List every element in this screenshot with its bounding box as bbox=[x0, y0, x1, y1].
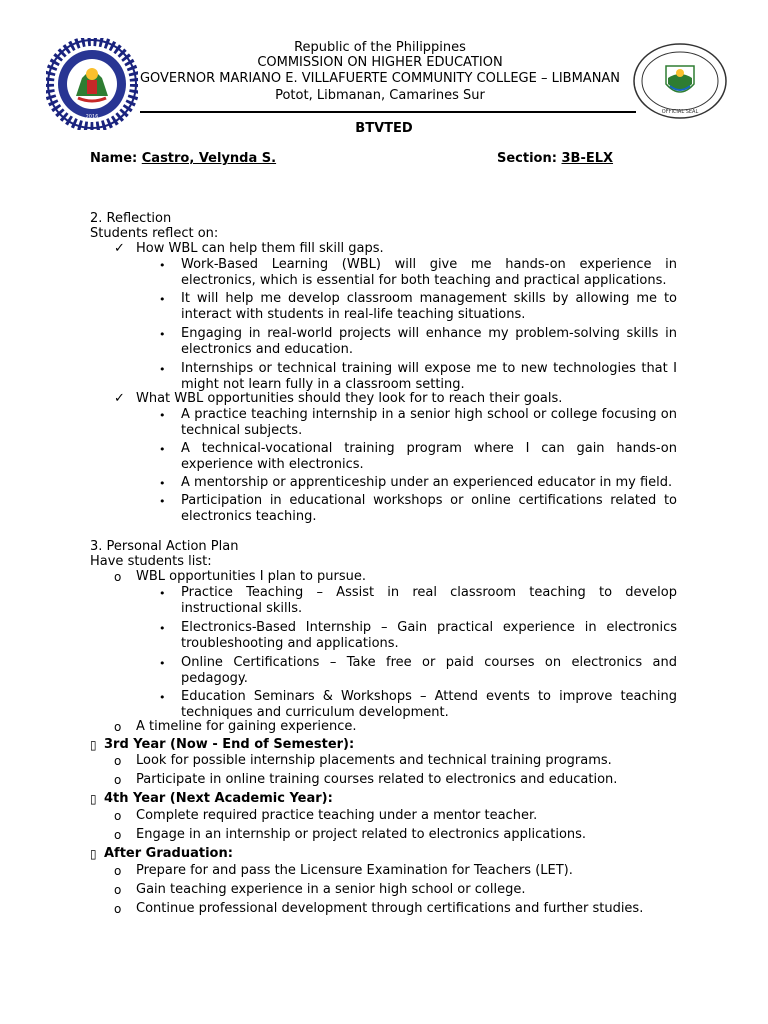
name-value: Castro, Velynda S. bbox=[141, 151, 277, 166]
phase-1-title: 3rd Year (Now - End of Semester): bbox=[104, 737, 355, 752]
bullet-icon: • bbox=[159, 622, 166, 635]
list-item: Prepare for and pass the Licensure Examination for Teachers (LET). bbox=[136, 863, 573, 878]
bullet-icon: • bbox=[159, 259, 166, 272]
check-icon: ✓ bbox=[114, 241, 125, 256]
list-item: Engaging in real-world projects will enhance my problem-solving skills in electronics and education. bbox=[181, 326, 677, 357]
phase-2-title: 4th Year (Next Academic Year): bbox=[104, 791, 333, 806]
list-item: A practice teaching internship in a senior high school or college focusing on technical subjects. bbox=[181, 407, 677, 438]
list-item: It will help me develop classroom management skills by allowing me to interact with students in real-life teaching situations. bbox=[181, 291, 677, 322]
name-label: Name: bbox=[90, 151, 138, 166]
list-item: Electronics-Based Internship – Gain practical experience in electronics troubleshooting and applications. bbox=[181, 620, 677, 651]
box-icon: ▯ bbox=[90, 792, 97, 806]
plan-option-2: A timeline for gaining experience. bbox=[136, 719, 357, 734]
plan-intro: Have students list: bbox=[90, 554, 212, 569]
reflection-intro: Students reflect on: bbox=[90, 226, 219, 241]
list-item: Practice Teaching – Assist in real classroom teaching to develop instructional skills. bbox=[181, 585, 677, 616]
page-title: BTVTED bbox=[355, 121, 413, 136]
list-item: Gain teaching experience in a senior high school or college. bbox=[136, 882, 526, 897]
box-icon: ▯ bbox=[90, 847, 97, 861]
plan-heading: 3. Personal Action Plan bbox=[90, 539, 239, 554]
header-divider bbox=[140, 111, 636, 113]
bullet-icon: • bbox=[159, 587, 166, 600]
list-item: A mentorship or apprenticeship under an experienced educator in my field. bbox=[181, 475, 673, 490]
box-icon: ▯ bbox=[90, 738, 97, 752]
header-address: Potot, Libmanan, Camarines Sur bbox=[275, 88, 485, 103]
circle-bullet-icon: o bbox=[114, 720, 122, 734]
circle-bullet-icon: o bbox=[114, 828, 122, 842]
list-item: Internships or technical training will expose me to new technologies that I might not learn fully in a classroom setting. bbox=[181, 361, 677, 392]
list-item: Online Certifications – Take free or paid courses on electronics and pedagogy. bbox=[181, 655, 677, 686]
bullet-icon: • bbox=[159, 328, 166, 341]
bullet-icon: • bbox=[159, 495, 166, 508]
list-item: Education Seminars & Workshops – Attend events to improve teaching techniques and curriculum development. bbox=[181, 689, 677, 720]
svg-text:2016: 2016 bbox=[85, 114, 99, 120]
circle-bullet-icon: o bbox=[114, 864, 122, 878]
circle-bullet-icon: o bbox=[114, 902, 122, 916]
bullet-icon: • bbox=[159, 443, 166, 456]
list-item: A technical-vocational training program where I can gain hands-on experience with electronics. bbox=[181, 441, 677, 472]
plan-option-1: WBL opportunities I plan to pursue. bbox=[136, 569, 367, 584]
list-item: Look for possible internship placements and technical training programs. bbox=[136, 753, 612, 768]
section-value: 3B-ELX bbox=[561, 151, 614, 166]
list-item: Participate in online training courses related to electronics and education. bbox=[136, 772, 618, 787]
header-republic: Republic of the Philippines bbox=[294, 40, 466, 55]
section-label: Section: bbox=[497, 151, 557, 166]
student-section bbox=[497, 151, 613, 167]
list-item: Work-Based Learning (WBL) will give me hands-on experience in electronics, which is essential for both teaching and practical applications. bbox=[181, 257, 677, 288]
list-item: Complete required practice teaching under a mentor teacher. bbox=[136, 808, 538, 823]
student-name bbox=[90, 151, 276, 167]
header-college: GOVERNOR MARIANO E. VILLAFUERTE COMMUNITY COLLEGE – LIBMANAN bbox=[139, 71, 621, 86]
circle-bullet-icon: o bbox=[114, 570, 122, 584]
circle-bullet-icon: o bbox=[114, 883, 122, 897]
reflection-question-1: How WBL can help them fill skill gaps. bbox=[136, 241, 384, 256]
circle-bullet-icon: o bbox=[114, 754, 122, 768]
bullet-icon: • bbox=[159, 363, 166, 376]
bullet-icon: • bbox=[159, 691, 166, 704]
bullet-icon: • bbox=[159, 409, 166, 422]
reflection-question-2: What WBL opportunities should they look for to reach their goals. bbox=[136, 391, 563, 406]
bullet-icon: • bbox=[159, 477, 166, 490]
header-commission: COMMISSION ON HIGHER EDUCATION bbox=[257, 55, 503, 70]
list-item: Engage in an internship or project related to electronics applications. bbox=[136, 827, 587, 842]
bullet-icon: • bbox=[159, 657, 166, 670]
check-icon: ✓ bbox=[114, 391, 125, 406]
svg-text:OFFICIAL SEAL: OFFICIAL SEAL bbox=[661, 109, 699, 115]
circle-bullet-icon: o bbox=[114, 809, 122, 823]
reflection-heading: 2. Reflection bbox=[90, 211, 172, 226]
list-item: Participation in educational workshops or online certifications related to electronics teaching. bbox=[181, 493, 677, 524]
phase-3-title: After Graduation: bbox=[104, 846, 233, 861]
circle-bullet-icon: o bbox=[114, 773, 122, 787]
list-item: Continue professional development through certifications and further studies. bbox=[136, 901, 644, 916]
bullet-icon: • bbox=[159, 293, 166, 306]
